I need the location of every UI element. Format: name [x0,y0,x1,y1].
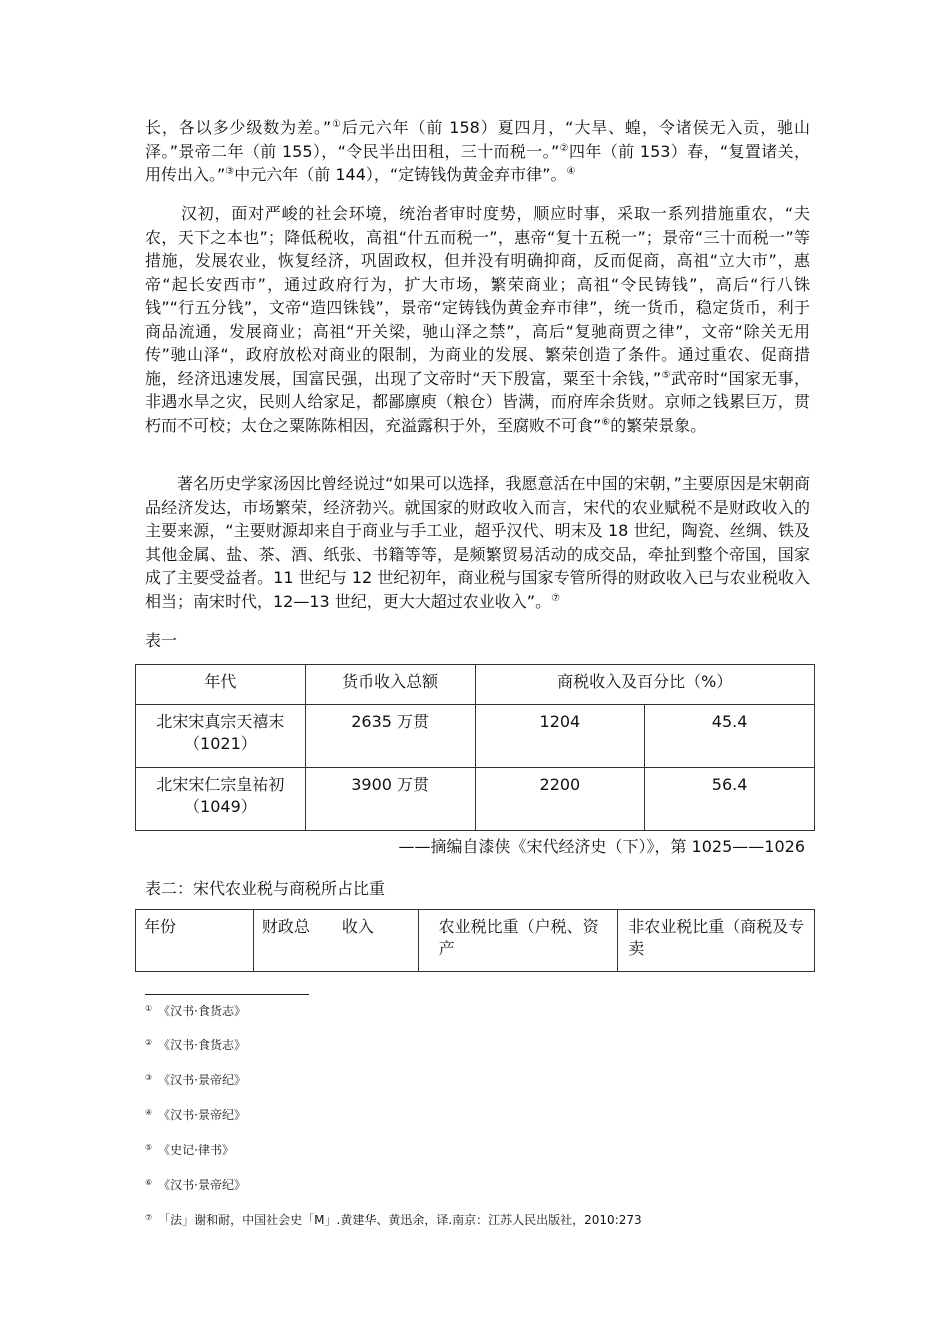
footnote-ref[interactable]: ③ [225,166,235,177]
footnote-mark: ② [145,1038,153,1047]
footnote-mark: ③ [145,1073,153,1082]
table-2 [135,909,815,972]
footnote-text: 《汉书·景帝纪》 [158,1073,246,1087]
header-cell: 商税收入及百分比（%） [475,665,814,705]
footnote [145,1107,246,1123]
footnote-mark: ④ [145,1108,153,1117]
footnote-ref[interactable]: ② [559,142,569,154]
table1-label: 表一 [145,631,178,650]
table-row [136,768,815,831]
table-cell: 1204 [475,705,645,768]
footnote-text: 《汉书·景帝纪》 [158,1178,246,1192]
paragraph-text: 汉初，面对严峻的社会环境，统治者审时度势，顺应时事，采取一系列措施重农，“夫农，天下之本也”；降低税收，高祖“什五而税一”，惠帝“复十五税一”；景帝“三十而税一”等措施，发展农业，恢复经济，巩固政权，但并没有明确抑商，反而促商，高祖“立大市”，惠帝“起长安西市”，通过政府行为，扩大市场，繁荣商业；高祖“令民铸钱”，高后“行八铢钱”“行五分钱”，文帝“造四铢钱”，景帝“定铸钱伪黄金弃市律”，统一货币，稳定货币，利于商品流通，发展商业；高祖“开关梁，驰山泽之禁”，高后“复驰商贾之律”，文帝“除关无用传”驰山泽“，政府放松对商业的限制，为商业的发展、繁荣创造了条件。通过重农、促商措施，经济迅速发展，国富民强，出现了文帝时“天下殷富，粟至十余钱，” [145,204,810,388]
footnote-text: 「法」谢和耐，中国社会史「M」.黄建华、黄迅余，译.南京：江苏人民出版社，2010:273 [158,1213,642,1227]
paragraph-text: 著名历史学家汤因比曾经说过“如果可以选择，我愿意活在中国的宋朝，”主要原因是宋朝商品经济发达，市场繁荣，经济勃兴。就国家的财政收入而言，宋代的农业赋税不是财政收入的主要来源，“主要财源却来自于商业与手工业，超乎汉代、明末及 18 世纪，陶瓷、丝绸、铁及其他金属、盐、茶、酒、纸张、书籍等等，是频繁贸易活动的成交品，牵扯到整个帝国，国家成了主要受益者。11 世纪与 12 世纪初年，商业税与国家专管所得的财政收入已与农业税收入相当；南宋时代，12—13 世纪，更大大超过农业收入”。 [145,474,810,611]
table-row [136,705,815,768]
footnote-ref[interactable]: ⑥ [601,416,611,428]
footnote-text: 《汉书·景帝纪》 [158,1108,246,1122]
table-cell: 45.4 [645,705,815,768]
footnote-text: 《汉书·食货志》 [158,1004,246,1018]
footnote [145,1072,246,1088]
table-cell: 3900 万贯 [305,768,475,831]
table-cell: 2200 [475,768,645,831]
paragraph-text: 四年（前 153）春，“复置诸关，用传出入。” [145,141,810,184]
header-cell: 非农业税比重（商税及专卖 [618,910,815,972]
paragraph-text: 武帝时“国家无事，非遇水旱之灾，民则人给家足，都鄙廪庾（粮仓）皆满，而府库余货财。京师之钱累巨万，贯朽而不可校；太仓之粟陈陈相因，充溢露积于外，至腐败不可食” [145,368,810,435]
footnote-separator [145,994,309,995]
paragraph-3 [145,472,810,613]
table-cell: 北宋宋仁宗皇祐初（1049） [136,768,306,831]
footnote [145,1037,246,1053]
footnote-mark: ⑦ [145,1213,153,1222]
footnote-text: 《史记·律书》 [158,1143,234,1157]
table-cell: 2635 万贯 [305,705,475,768]
paragraph-text: 长，各以多少级数为差。” [145,118,332,137]
table-cell: 北宋宋真宗天禧末（1021） [136,705,306,768]
header-cell: 年代 [136,665,306,705]
paragraph-text: 的繁荣景象。 [610,415,707,435]
footnote-ref[interactable]: ④ [566,166,576,177]
header-cell: 年份 [136,910,254,972]
footnote-mark: ⑥ [145,1178,153,1187]
table-header-row [136,665,815,705]
table-cell: 56.4 [645,768,815,831]
footnote-ref[interactable]: ⑦ [551,592,561,604]
paragraph-text: 后元六年（前 158）夏四月，“大旱、蝗，令诸侯无入贡，驰山泽。”景帝二年（前 155），“令民半出田租，三十而税一。” [145,118,810,161]
table1-source: ——摘编自漆侠《宋代经济史（下）》，第 1025——1026 [398,837,805,856]
paragraph-text: 中元六年（前 144），“定铸钱伪黄金弃市律”。 [234,165,567,184]
table-header-row [136,910,815,972]
paragraph-2 [145,202,810,437]
paragraph-1 [145,116,810,187]
footnote-text: 《汉书·食货志》 [158,1038,246,1052]
footnote-ref[interactable]: ① [331,119,342,130]
header-cell: 货币收入总额 [305,665,475,705]
footnote [145,1212,642,1228]
table-1 [135,664,815,831]
footnote [145,1142,234,1158]
footnote [145,1003,246,1019]
header-cell: 财政总 收入 [253,910,418,972]
footnote-mark: ① [145,1004,153,1013]
footnote [145,1177,246,1193]
header-cell: 农业税比重（户税、资产 [418,910,618,972]
table2-label: 表二：宋代农业税与商税所占比重 [145,879,386,898]
footnote-ref[interactable]: ⑤ [661,369,671,381]
footnote-mark: ⑤ [145,1143,153,1152]
